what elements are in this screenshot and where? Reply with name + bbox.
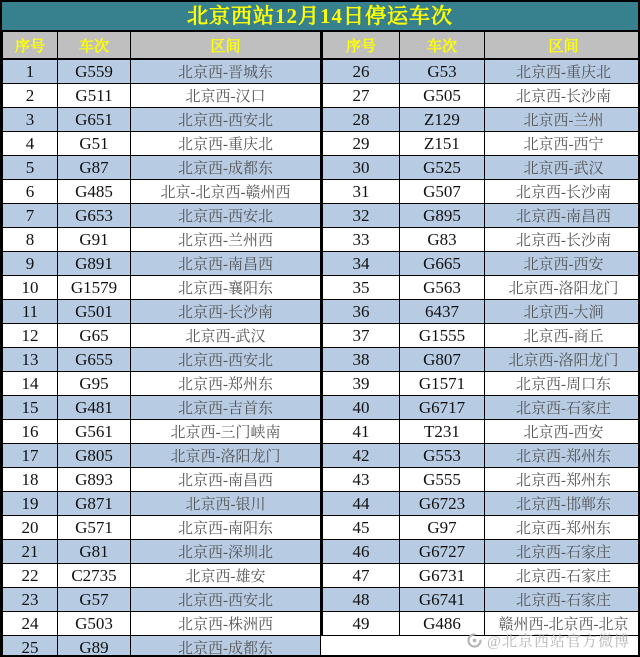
train-number-cell: G555: [400, 468, 485, 492]
train-number-cell: G65: [58, 324, 131, 348]
route-cell: 北京西-大涧: [485, 300, 640, 324]
row-number-cell: 31: [322, 180, 400, 204]
column-header-route: 区间: [131, 32, 321, 60]
row-number-cell: 34: [322, 252, 400, 276]
train-number-cell: G97: [400, 516, 485, 540]
row-number-cell: 32: [322, 204, 400, 228]
train-number-cell: G895: [400, 204, 485, 228]
table-row: [322, 468, 640, 492]
train-number-cell: G6727: [400, 540, 485, 564]
table-row: [3, 492, 321, 516]
row-number-cell: 47: [322, 564, 400, 588]
table-row: [3, 300, 321, 324]
train-number-cell: G6717: [400, 396, 485, 420]
train-number-cell: G571: [58, 516, 131, 540]
row-number-cell: 27: [322, 84, 400, 108]
table-row: [3, 252, 321, 276]
train-number-cell: G89: [58, 636, 131, 657]
row-number-cell: 39: [322, 372, 400, 396]
route-cell: 北京西-洛阳龙门: [131, 444, 321, 468]
train-number-cell: G1555: [400, 324, 485, 348]
route-cell: 北京西-洛阳龙门: [485, 348, 640, 372]
route-cell: 北京西-成都东: [131, 156, 321, 180]
route-cell: 北京西-石家庄: [485, 540, 640, 564]
route-cell: 北京西-兰州: [485, 108, 640, 132]
train-number-cell: G559: [58, 59, 131, 84]
row-number-cell: 16: [3, 420, 58, 444]
table-row: [3, 156, 321, 180]
train-number-cell: G6731: [400, 564, 485, 588]
weibo-icon: [466, 632, 483, 649]
route-cell: 北京西-银川: [131, 492, 321, 516]
row-number-cell: 40: [322, 396, 400, 420]
route-cell: 北京西-西安: [485, 252, 640, 276]
table-row: [322, 59, 640, 84]
row-number-cell: 36: [322, 300, 400, 324]
train-number-cell: C2735: [58, 564, 131, 588]
table-row: [3, 468, 321, 492]
table-row: [322, 300, 640, 324]
train-number-cell: G83: [400, 228, 485, 252]
train-number-cell: G891: [58, 252, 131, 276]
train-number-cell: G553: [400, 444, 485, 468]
route-cell: 北京西-西安北: [131, 588, 321, 612]
row-number-cell: 20: [3, 516, 58, 540]
route-cell: 北京西-长沙南: [485, 84, 640, 108]
row-number-cell: 23: [3, 588, 58, 612]
row-number-cell: 49: [322, 612, 400, 636]
train-number-cell: G6741: [400, 588, 485, 612]
row-number-cell: 22: [3, 564, 58, 588]
row-number-cell: 18: [3, 468, 58, 492]
train-number-cell: G651: [58, 108, 131, 132]
route-cell: 北京西-洛阳龙门: [485, 276, 640, 300]
train-number-cell: G485: [58, 180, 131, 204]
table-row: [322, 396, 640, 420]
row-number-cell: 28: [322, 108, 400, 132]
column-header-no: 序号: [3, 32, 58, 60]
watermark: [466, 630, 630, 651]
route-cell: 北京西-重庆北: [485, 59, 640, 84]
header-row: [3, 32, 321, 60]
table-row: [322, 348, 640, 372]
route-cell: 北京西-周口东: [485, 372, 640, 396]
train-number-cell: G486: [400, 612, 485, 636]
table-row: [322, 588, 640, 612]
row-number-cell: 4: [3, 132, 58, 156]
route-cell: 北京西-南昌西: [131, 468, 321, 492]
route-cell: 北京西-邯郸东: [485, 492, 640, 516]
row-number-cell: 10: [3, 276, 58, 300]
row-number-cell: 30: [322, 156, 400, 180]
train-number-cell: G563: [400, 276, 485, 300]
left-table-body: [3, 59, 321, 657]
row-number-cell: 17: [3, 444, 58, 468]
row-number-cell: 38: [322, 348, 400, 372]
table-row: [322, 324, 640, 348]
table-row: [322, 132, 640, 156]
train-number-cell: G95: [58, 372, 131, 396]
row-number-cell: 2: [3, 84, 58, 108]
table-row: [3, 348, 321, 372]
table-row: [322, 516, 640, 540]
left-train-table: [2, 31, 321, 657]
train-number-cell: G805: [58, 444, 131, 468]
table-row: [3, 540, 321, 564]
train-number-cell: G57: [58, 588, 131, 612]
right-table-header: [322, 32, 640, 60]
row-number-cell: 3: [3, 108, 58, 132]
row-number-cell: 42: [322, 444, 400, 468]
row-number-cell: 37: [322, 324, 400, 348]
right-table-body: [322, 59, 640, 636]
table-row: [3, 636, 321, 657]
row-number-cell: 8: [3, 228, 58, 252]
train-number-cell: Z129: [400, 108, 485, 132]
train-number-cell: Z151: [400, 132, 485, 156]
train-number-cell: G1579: [58, 276, 131, 300]
table-row: [3, 204, 321, 228]
train-number-cell: T231: [400, 420, 485, 444]
page-title: 北京西站12月14日停运车次: [2, 2, 638, 31]
train-number-cell: G525: [400, 156, 485, 180]
table-row: [3, 372, 321, 396]
route-cell: 北京西-深圳北: [131, 540, 321, 564]
row-number-cell: 6: [3, 180, 58, 204]
row-number-cell: 12: [3, 324, 58, 348]
row-number-cell: 19: [3, 492, 58, 516]
row-number-cell: 21: [3, 540, 58, 564]
route-cell: 北京西-雄安: [131, 564, 321, 588]
row-number-cell: 48: [322, 588, 400, 612]
row-number-cell: 24: [3, 612, 58, 636]
route-cell: 北京西-汉口: [131, 84, 321, 108]
table-row: [322, 276, 640, 300]
route-cell: 北京西-三门峡南: [131, 420, 321, 444]
left-table-header: [3, 32, 321, 60]
route-cell: 北京西-成都东: [131, 636, 321, 657]
row-number-cell: 46: [322, 540, 400, 564]
route-cell: 北京西-南阳东: [131, 516, 321, 540]
train-number-cell: G893: [58, 468, 131, 492]
table-row: [3, 420, 321, 444]
row-number-cell: 44: [322, 492, 400, 516]
column-header-route: 区间: [485, 32, 640, 60]
route-cell: 北京西-郑州东: [485, 516, 640, 540]
table-row: [3, 84, 321, 108]
train-number-cell: 6437: [400, 300, 485, 324]
route-cell: 北京西-兰州西: [131, 228, 321, 252]
route-cell: 北京西-重庆北: [131, 132, 321, 156]
route-cell: 赣州西-北京西-北京: [485, 612, 640, 636]
train-number-cell: G871: [58, 492, 131, 516]
column-header-no: 序号: [322, 32, 400, 60]
route-cell: 北京西-西安北: [131, 348, 321, 372]
route-cell: 北京西-南昌西: [485, 204, 640, 228]
table-row: [322, 540, 640, 564]
row-number-cell: 29: [322, 132, 400, 156]
train-number-cell: G665: [400, 252, 485, 276]
route-cell: 北京-北京西-赣州西: [131, 180, 321, 204]
table-row: [322, 156, 640, 180]
route-cell: 北京西-长沙南: [131, 300, 321, 324]
row-number-cell: 33: [322, 228, 400, 252]
header-row: [322, 32, 640, 60]
table-row: [322, 252, 640, 276]
route-cell: 北京西-郑州东: [131, 372, 321, 396]
route-cell: 北京西-西安: [485, 420, 640, 444]
table-row: [322, 492, 640, 516]
table-row: [322, 84, 640, 108]
table-row: [3, 59, 321, 84]
table-row: [3, 324, 321, 348]
route-cell: 北京西-吉首东: [131, 396, 321, 420]
route-cell: 北京西-武汉: [131, 324, 321, 348]
route-cell: 北京西-西安北: [131, 108, 321, 132]
route-cell: 北京西-武汉: [485, 156, 640, 180]
train-number-cell: G653: [58, 204, 131, 228]
route-cell: 北京西-襄阳东: [131, 276, 321, 300]
train-number-cell: G503: [58, 612, 131, 636]
row-number-cell: 35: [322, 276, 400, 300]
table-row: [3, 564, 321, 588]
train-number-cell: G481: [58, 396, 131, 420]
table-row: [322, 180, 640, 204]
row-number-cell: 7: [3, 204, 58, 228]
row-number-cell: 43: [322, 468, 400, 492]
route-cell: 北京西-长沙南: [485, 228, 640, 252]
table-row: [3, 396, 321, 420]
route-cell: 北京西-晋城东: [131, 59, 321, 84]
table-row: [3, 612, 321, 636]
table-row: [3, 516, 321, 540]
table-row: [3, 108, 321, 132]
table-row: [3, 588, 321, 612]
train-number-cell: G511: [58, 84, 131, 108]
route-cell: 北京西-石家庄: [485, 588, 640, 612]
train-number-cell: G6723: [400, 492, 485, 516]
train-number-cell: G81: [58, 540, 131, 564]
train-number-cell: G505: [400, 84, 485, 108]
table-row: [322, 204, 640, 228]
table-row: [3, 444, 321, 468]
train-number-cell: G51: [58, 132, 131, 156]
right-train-table: [321, 31, 640, 636]
table-row: [322, 228, 640, 252]
train-number-cell: G87: [58, 156, 131, 180]
row-number-cell: 11: [3, 300, 58, 324]
table-row: [322, 372, 640, 396]
train-number-cell: G655: [58, 348, 131, 372]
table-row: [322, 420, 640, 444]
route-cell: 北京西-长沙南: [485, 180, 640, 204]
route-cell: 北京西-南昌西: [131, 252, 321, 276]
route-cell: 北京西-西宁: [485, 132, 640, 156]
table-row: [3, 132, 321, 156]
table-row: [3, 228, 321, 252]
row-number-cell: 13: [3, 348, 58, 372]
train-number-cell: G91: [58, 228, 131, 252]
route-cell: 北京西-郑州东: [485, 444, 640, 468]
row-number-cell: 1: [3, 59, 58, 84]
row-number-cell: 45: [322, 516, 400, 540]
table-row: [322, 564, 640, 588]
table-row: [322, 444, 640, 468]
route-cell: 北京西-商丘: [485, 324, 640, 348]
train-number-cell: G1571: [400, 372, 485, 396]
column-header-train: 车次: [58, 32, 131, 60]
table-row: [3, 180, 321, 204]
table-row: [322, 108, 640, 132]
route-cell: 北京西-石家庄: [485, 564, 640, 588]
route-cell: 北京西-郑州东: [485, 468, 640, 492]
train-number-cell: G501: [58, 300, 131, 324]
column-header-train: 车次: [400, 32, 485, 60]
train-number-cell: G807: [400, 348, 485, 372]
tables-container: [2, 31, 638, 657]
route-cell: 北京西-株洲西: [131, 612, 321, 636]
route-cell: 北京西-石家庄: [485, 396, 640, 420]
row-number-cell: 25: [3, 636, 58, 657]
train-number-cell: G507: [400, 180, 485, 204]
table-row: [3, 276, 321, 300]
row-number-cell: 5: [3, 156, 58, 180]
watermark-text: @北京西站官方微博: [487, 634, 630, 650]
row-number-cell: 26: [322, 59, 400, 84]
row-number-cell: 15: [3, 396, 58, 420]
train-number-cell: G561: [58, 420, 131, 444]
row-number-cell: 14: [3, 372, 58, 396]
train-number-cell: G53: [400, 59, 485, 84]
row-number-cell: 9: [3, 252, 58, 276]
route-cell: 北京西-西安北: [131, 204, 321, 228]
row-number-cell: 41: [322, 420, 400, 444]
